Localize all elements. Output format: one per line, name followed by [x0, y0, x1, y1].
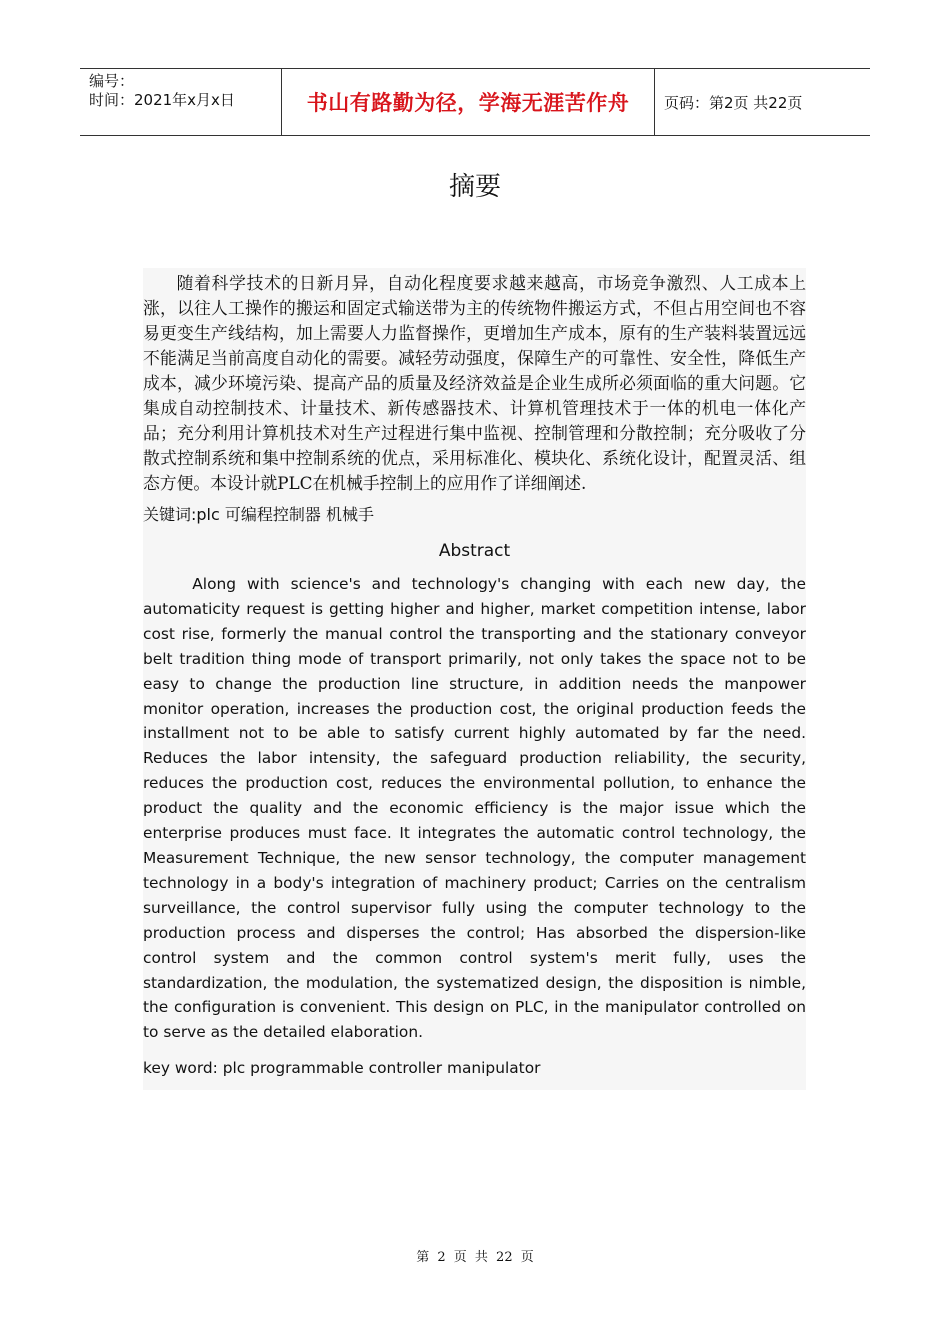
abstract-section [143, 268, 806, 1090]
abstract-en-title: Abstract [438, 541, 511, 561]
header-motto: 书山有路勤为径，学海无涯苦作舟 [282, 69, 655, 135]
keywords-en: key word: plc programmable controller manipulator [143, 1059, 541, 1078]
header-page-info: 页码：第2页 共22页 [664, 93, 803, 112]
keywords-cn: 关键词:plc 可编程控制器 机械手 [143, 505, 374, 524]
page-title: 摘要 [448, 172, 501, 202]
page-header [80, 68, 870, 136]
abstract-cn-paragraph: 随着科学技术的日新月异，自动化程度要求越来越高，市场竞争激烈、人工成本上涨，以往人工操作的搬运和固定式输送带为主的传统物件搬运方式，不但占用空间也不容易更变生产线结构，加上需要人力监督操作，更增加生产成本，原有的生产装料装置远远不能满足当前高度自动化的需要。减轻劳动强度，保障生产的可靠性、安全性，降低生产成本，减少环境污染、提高产品的质量及经济效益是企业生成所必须面临的重大问题。它集成自动控制技术、计量技术、新传感器技术、计算机管理技术于一体的机电一体化产品；充分利用计算机技术对生产过程进行集中监视、控制管理和分散控制；充分吸收了分散式控制系统和集中控制系统的优点，采用标准化、模块化、系统化设计，配置灵活、组态方便。本设计就PLC在机械手控制上的应用作了详细阐述. [143, 273, 806, 493]
page-footer: 第 2 页 共 22 页 [416, 1250, 534, 1265]
serial-label: 编号： [89, 72, 135, 90]
header-meta [80, 69, 282, 135]
abstract-en-paragraph: Along with science's and technology's changing with each new day, the automaticity request is getting higher and higher, market competition intense, labor cost rise, formerly the manual control the transporting and the stationary conveyor belt tradition thing mode of transport primarily, not only takes the space not to be easy to change the production line structure, in addition needs the manpower monitor operation, increases the production cost, the original production feeds the installment not to be able to satisfy current highly automated by far the need. Reduces the labor intensity, the safeguard production reliability, the security, reduces the production cost, reduces the environmental pollution, to enhance the product the quality and the economic efficiency is the major issue which the enterprise produces must face. It integrates the automatic control technology, the Measurement Technique, the new sensor technology, the computer management technology in a body's integration of machinery product; Carries on the centralism surveillance, the control supervisor fully using the computer technology to the production process and disperses the control; Has absorbed the dispersion-like control system and the common control system's merit fully, uses the standardization, the modulation, the systematized design, the disposition is nimble, the configuration is convenient. This design on PLC, in the manipulator controlled on to serve as the detailed elaboration. [143, 575, 806, 1042]
date-label: 时间：2021年x月x日 [89, 91, 235, 109]
